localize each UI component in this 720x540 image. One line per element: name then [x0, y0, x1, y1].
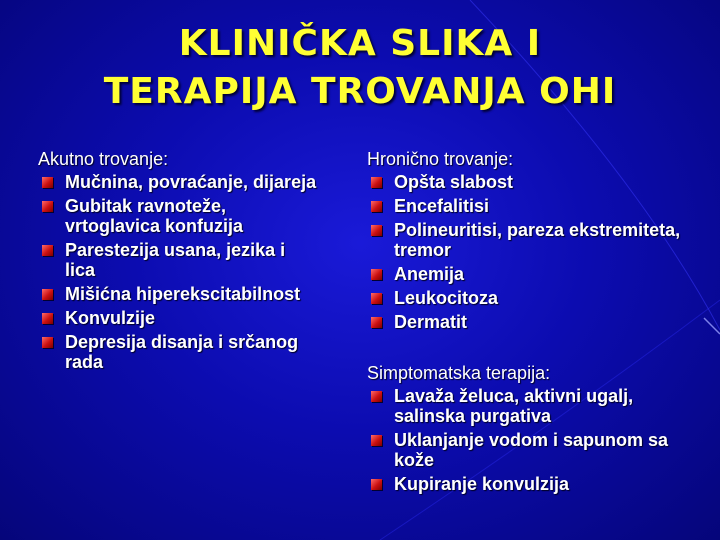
slide-title	[0, 20, 720, 116]
list-item: Mučnina, povraćanje, dijareja	[38, 172, 318, 192]
list-item: Encefalitisi	[367, 196, 697, 216]
list-item: Parestezija usana, jezika i lica	[38, 240, 318, 280]
square-bullet-icon	[371, 391, 382, 402]
square-bullet-icon	[42, 177, 53, 188]
list-item: Lavaža želuca, aktivni ugalj, salinska purgativa	[367, 386, 697, 426]
square-bullet-icon	[371, 269, 382, 280]
square-bullet-icon	[371, 435, 382, 446]
acute-list	[38, 172, 318, 372]
list-item: Opšta slabost	[367, 172, 697, 192]
square-bullet-icon	[42, 289, 53, 300]
square-bullet-icon	[42, 313, 53, 324]
square-bullet-icon	[371, 317, 382, 328]
chronic-list	[367, 172, 697, 332]
right-column	[367, 148, 697, 498]
square-bullet-icon	[371, 201, 382, 212]
title-line-1: KLINIČKA SLIKA I	[178, 23, 542, 64]
square-bullet-icon	[371, 479, 382, 490]
left-column	[38, 148, 318, 376]
list-item: Kupiranje konvulzija	[367, 474, 697, 494]
therapy-heading: Simptomatska terapija:	[367, 363, 551, 383]
list-item: Konvulzije	[38, 308, 318, 328]
section-spacer	[367, 336, 697, 362]
list-item: Uklanjanje vodom i sapunom sa kože	[367, 430, 697, 470]
square-bullet-icon	[371, 177, 382, 188]
list-item: Polineuritisi, pareza ekstremiteta, tremor	[367, 220, 697, 260]
list-item: Anemija	[367, 264, 697, 284]
list-item: Gubitak ravnoteže, vrtoglavica konfuzija	[38, 196, 318, 236]
acute-heading: Akutno trovanje:	[38, 149, 169, 169]
list-item: Mišićna hiperekscitabilnost	[38, 284, 318, 304]
list-item: Depresija disanja i srčanog rada	[38, 332, 318, 372]
therapy-list	[367, 386, 697, 494]
list-item: Dermatit	[367, 312, 697, 332]
square-bullet-icon	[371, 225, 382, 236]
title-line-2: TERAPIJA TROVANJA OHI	[103, 71, 617, 112]
square-bullet-icon	[42, 245, 53, 256]
square-bullet-icon	[42, 201, 53, 212]
chronic-heading: Hronično trovanje:	[367, 149, 514, 169]
square-bullet-icon	[371, 293, 382, 304]
list-item: Leukocitoza	[367, 288, 697, 308]
square-bullet-icon	[42, 337, 53, 348]
